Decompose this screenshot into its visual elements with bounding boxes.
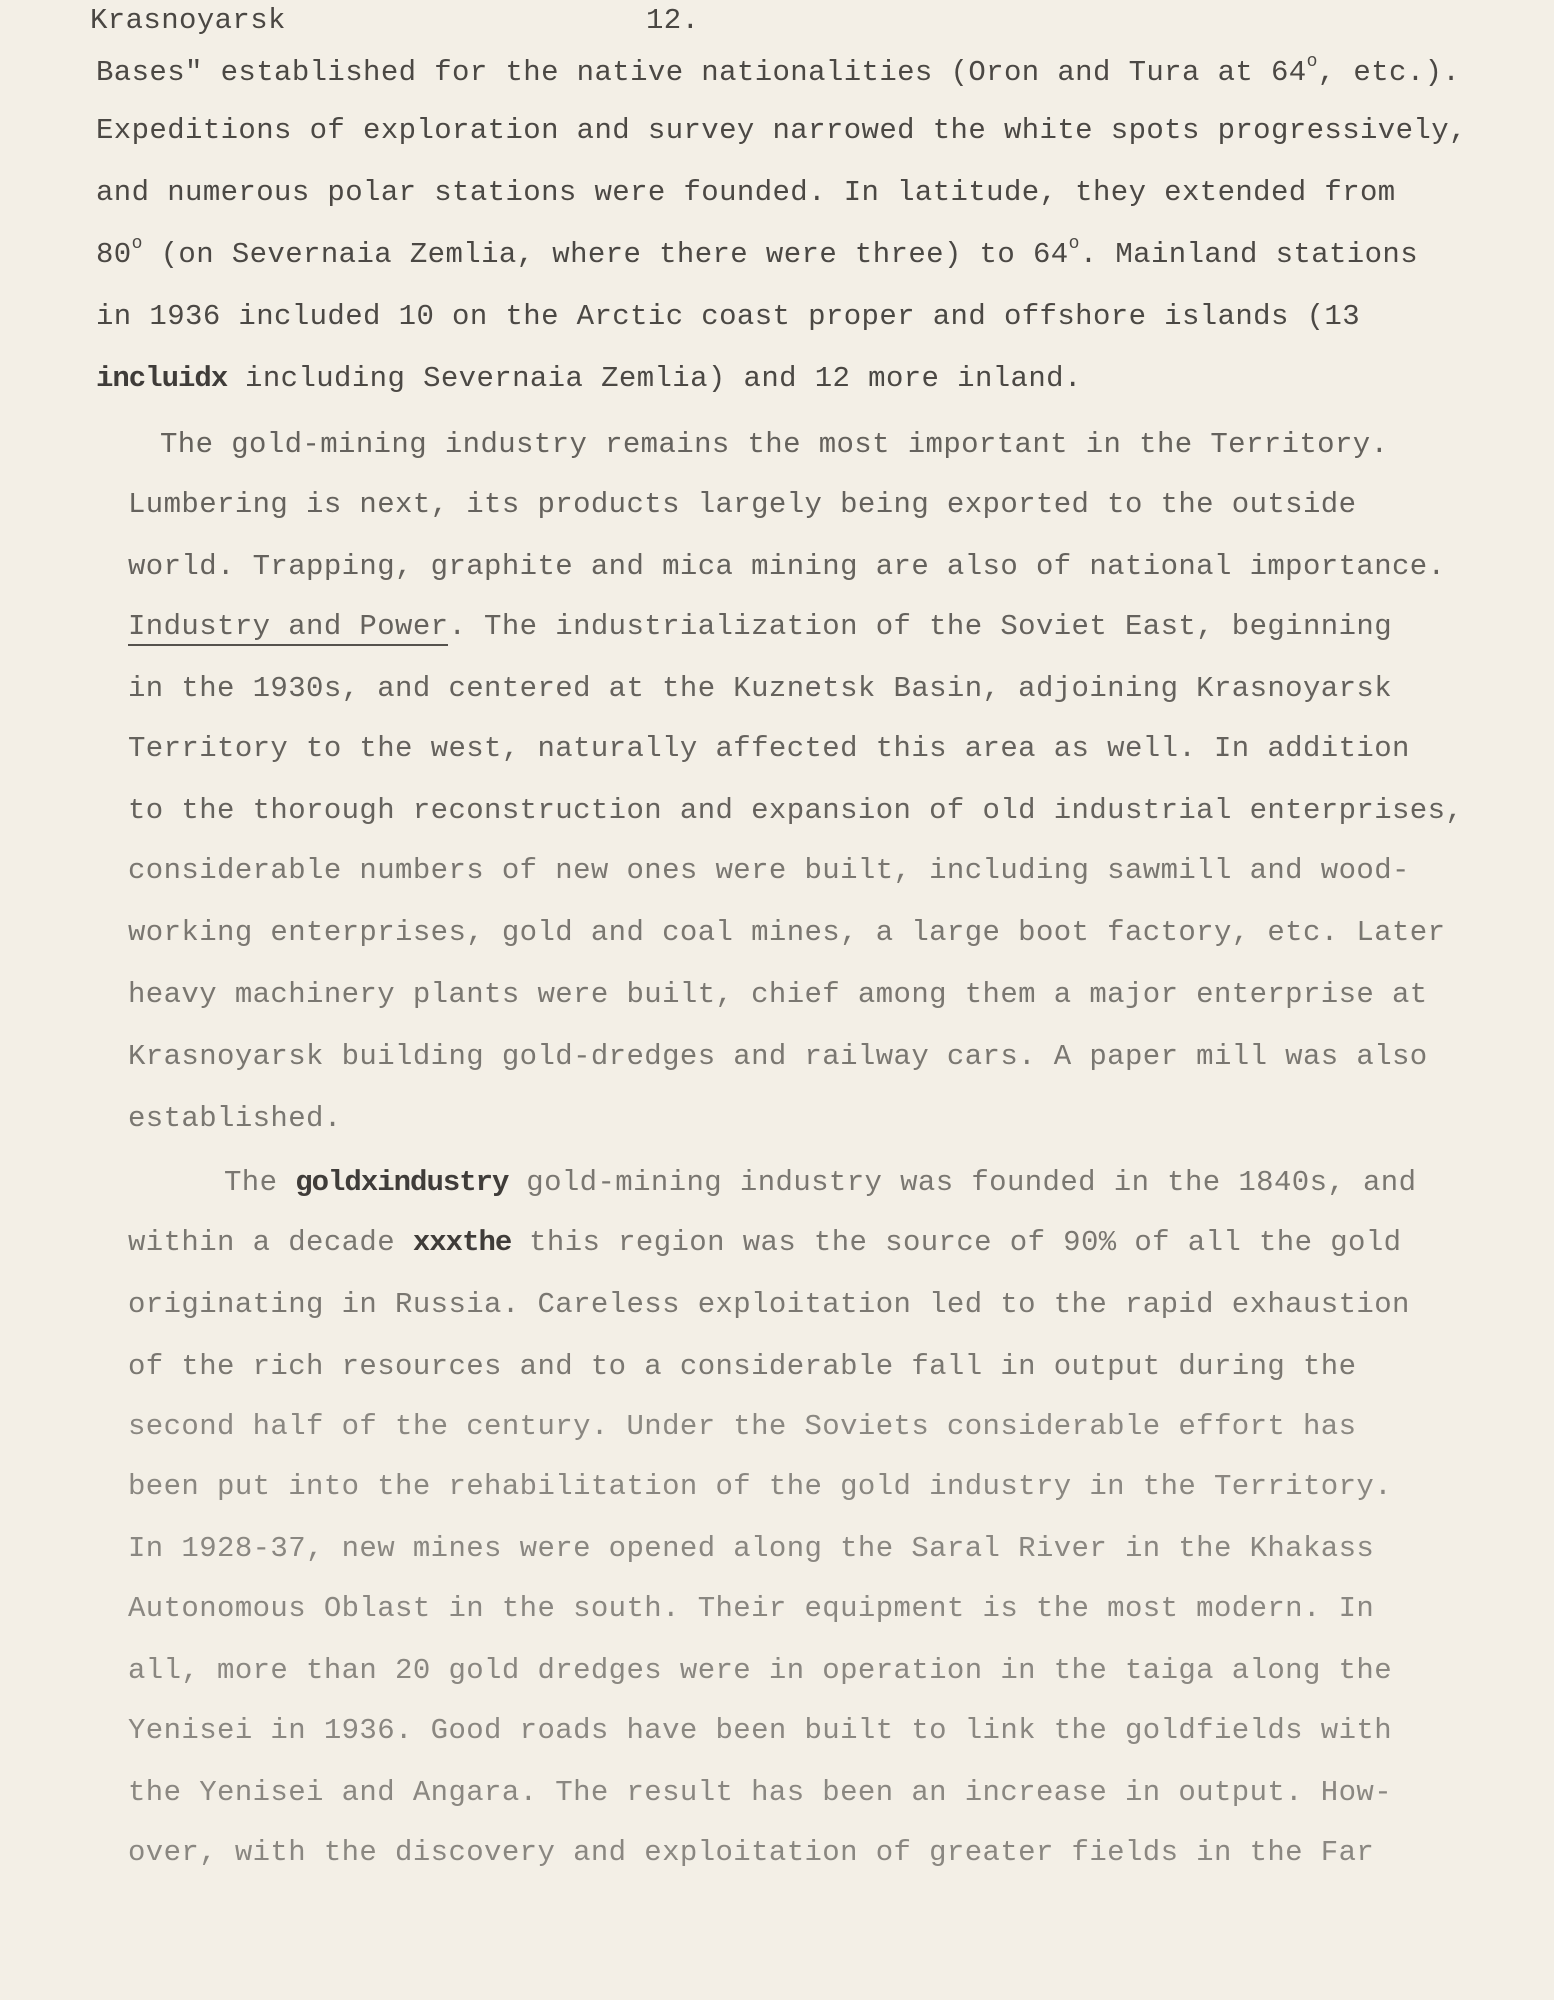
text-span: this region was the source of 90% of all the gold xyxy=(511,1226,1402,1259)
text-line xyxy=(96,364,1082,393)
text-line: and numerous polar stations were founded. In latitude, they extended from xyxy=(96,176,1396,209)
struck-out-text: xxxthe xyxy=(412,1226,512,1259)
text-span: (on Severnaia Zemlia, where there were three) to 64 xyxy=(142,238,1069,271)
text-span: , etc.). xyxy=(1317,56,1461,89)
text-line: the Yenisei and Angara. The result has been an increase in output. How- xyxy=(128,1776,1393,1809)
header-place: Krasnoyarsk xyxy=(90,4,286,37)
text-line: considerable numbers of new ones were built, including sawmill and wood- xyxy=(128,854,1410,887)
text-span: 80 xyxy=(96,238,132,271)
text-line: in 1936 included 10 on the Arctic coast proper and offshore islands (13 xyxy=(96,300,1361,333)
text-line: Expeditions of exploration and survey narrowed the white spots progressively, xyxy=(96,114,1467,147)
text-line xyxy=(128,612,1392,641)
struck-out-text: incluidx xyxy=(96,362,228,395)
text-span: . The industrialization of the Soviet East, beginning xyxy=(448,610,1393,643)
text-line: In 1928-37, new mines were opened along the Saral River in the Khakass xyxy=(128,1532,1375,1565)
text-line: Territory to the west, naturally affected this area as well. In addition xyxy=(128,732,1410,765)
struck-out-text: goldxindustry xyxy=(295,1166,509,1199)
text-line: Autonomous Oblast in the south. Their equipment is the most modern. In xyxy=(128,1592,1375,1625)
section-heading: Industry and Power xyxy=(128,610,448,646)
text-line: over, with the discovery and exploitation of greater fields in the Far xyxy=(128,1836,1375,1869)
text-span: The xyxy=(224,1166,296,1199)
text-line: Krasnoyarsk building gold-dredges and railway cars. A paper mill was also xyxy=(128,1040,1428,1073)
text-line: Lumbering is next, its products largely being exported to the outside xyxy=(128,488,1357,521)
degree-mark: o xyxy=(1068,234,1080,254)
text-line: all, more than 20 gold dredges were in operation in the taiga along the xyxy=(128,1654,1393,1687)
text-span: including Severnaia Zemlia) and 12 more inland. xyxy=(227,362,1082,395)
text-span: . Mainland stations xyxy=(1079,238,1419,271)
text-line: been put into the rehabilitation of the gold industry in the Territory. xyxy=(128,1470,1393,1503)
degree-mark: o xyxy=(1306,52,1318,72)
text-span: gold-mining industry was founded in the 1840s, and xyxy=(508,1166,1417,1199)
text-line xyxy=(128,1228,1401,1257)
text-line: established. xyxy=(128,1102,342,1135)
text-line xyxy=(96,52,1461,89)
text-line: Yenisei in 1936. Good roads have been built to link the goldfields with xyxy=(128,1714,1393,1747)
text-line: world. Trapping, graphite and mica mining are also of national importance. xyxy=(128,550,1446,583)
degree-mark: o xyxy=(131,234,143,254)
text-line: heavy machinery plants were built, chief among them a major enterprise at xyxy=(128,978,1428,1011)
text-line: second half of the century. Under the Soviets considerable effort has xyxy=(128,1410,1357,1443)
text-span: within a decade xyxy=(128,1226,413,1259)
text-line xyxy=(96,234,1419,271)
text-line: to the thorough reconstruction and expansion of old industrial enterprises, xyxy=(128,794,1464,827)
text-line: of the rich resources and to a considerable fall in output during the xyxy=(128,1350,1357,1383)
text-line: originating in Russia. Careless exploitation led to the rapid exhaustion xyxy=(128,1288,1410,1321)
text-line: The gold-mining industry remains the most important in the Territory. xyxy=(160,428,1389,461)
text-span: Bases" established for the native nationalities (Oron and Tura at 64 xyxy=(96,56,1307,89)
text-line: working enterprises, gold and coal mines, a large boot factory, etc. Later xyxy=(128,916,1446,949)
text-line: in the 1930s, and centered at the Kuznetsk Basin, adjoining Krasnoyarsk xyxy=(128,672,1393,705)
page-number: 12. xyxy=(646,4,700,37)
text-line xyxy=(224,1168,1416,1197)
